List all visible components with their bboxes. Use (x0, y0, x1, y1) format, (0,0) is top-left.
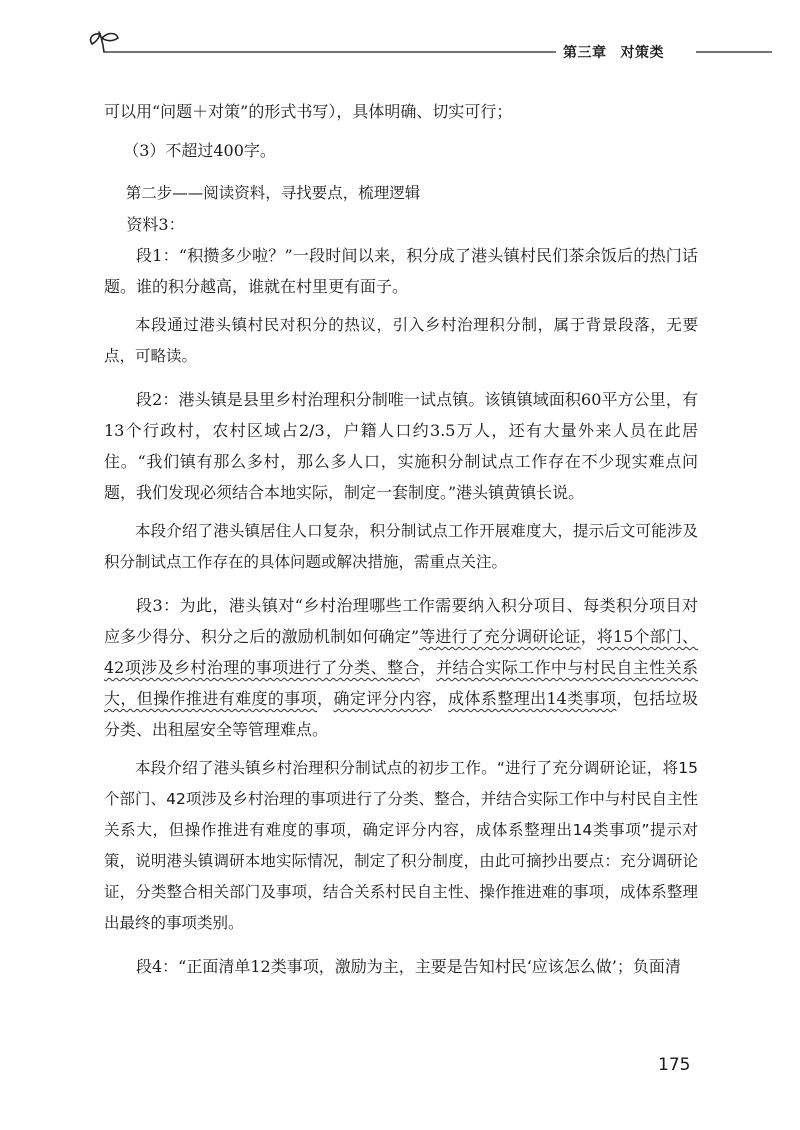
p3-text-5: ， (431, 689, 449, 708)
page-body (104, 96, 698, 982)
paragraph-3 (104, 590, 698, 745)
p3-underline-2: 将15个部门、42项涉及乡村治理的事项进行了分类、整合 (104, 627, 698, 677)
paragraph-4: 段4：“正面清单12类事项，激励为主，主要是告知村民‘应该怎么做’；负面清 (136, 957, 681, 976)
p3-underline-3: 并结合实际工作中与村民自主性关系大，但操作推进有难度的事项 (104, 658, 698, 708)
chapter-label: 第三章 (563, 45, 607, 61)
header-rule (0, 0, 800, 80)
material-label: 资料3： (126, 215, 185, 234)
p3-text-2: ， (580, 627, 597, 646)
page-header (0, 0, 800, 80)
p3-text-3: ， (419, 658, 437, 677)
p3-text-6: ，包括垃圾分类、出租屋安全等管理难点。 (104, 689, 698, 739)
paragraph-1: 段1：“积攒多少啦？”一段时间以来，积分成了港头镇村民们茶余饭后的热门话题。谁的积分越高，谁就在村里更有面子。 (104, 246, 698, 296)
chapter-title (563, 42, 664, 62)
paragraph-2: 段2：港头镇是县里乡村治理积分制唯一试点镇。该镇镇域面积60平方公里，有13个行政村，农村区域占2/3，户籍人口约3.5万人，还有大量外来人员在此居住。“我们镇有那么多村，那么多人口，实施积分制试点工作存在不少现实难点问题，我们发现必须结合本地实际，制定一套制度。”港头镇黄镇长说。 (104, 390, 698, 502)
p3-text-4: ， (317, 689, 334, 708)
word-limit-line: （3）不超过400字。 (123, 141, 276, 160)
analysis-1: 本段通过港头镇村民对积分的热议，引入乡村治理积分制，属于背景段落，无要点，可略读。 (104, 316, 698, 365)
p3-text-1: 段3：为此，港头镇对“乡村治理哪些工作需要纳入积分项目、每类积分项目对应多少得分、积分之后的激励机制如何确定” (104, 596, 698, 646)
analysis-3: 本段介绍了港头镇乡村治理积分制试点的初步工作。“进行了充分调研论证，将15个部门、42项涉及乡村治理的事项进行了分类、整合，并结合实际工作中与村民自主性关系大，但操作推进有难度的事项，确定评分内容，成体系整理出14类事项”提示对策，说明港头镇调研本地实际情况，制定了积分制度，由此可摘抄出要点：充分调研论证，分类整合相关部门及事项，结合关系村民自主性、操作推进难的事项，成体系整理出最终的事项类别。 (104, 759, 698, 932)
sprout-icon (91, 32, 118, 52)
step-heading: 第二步——阅读资料，寻找要点，梳理逻辑 (125, 184, 421, 202)
p3-underline-1: 等进行了充分调研论证 (419, 627, 581, 646)
requirement-line: 可以用“问题＋对策”的形式书写），具体明确、切实可行； (104, 102, 513, 121)
page-number: 175 (658, 1055, 691, 1075)
analysis-2: 本段介绍了港头镇居住人口复杂，积分制试点工作开展难度大，提示后文可能涉及积分制试点工作存在的具体问题或解决措施，需重点关注。 (104, 522, 698, 571)
section-label: 对策类 (620, 45, 664, 61)
p3-underline-5: 成体系整理出14类事项 (448, 689, 617, 708)
p3-underline-4: 确定评分内容 (333, 689, 432, 708)
